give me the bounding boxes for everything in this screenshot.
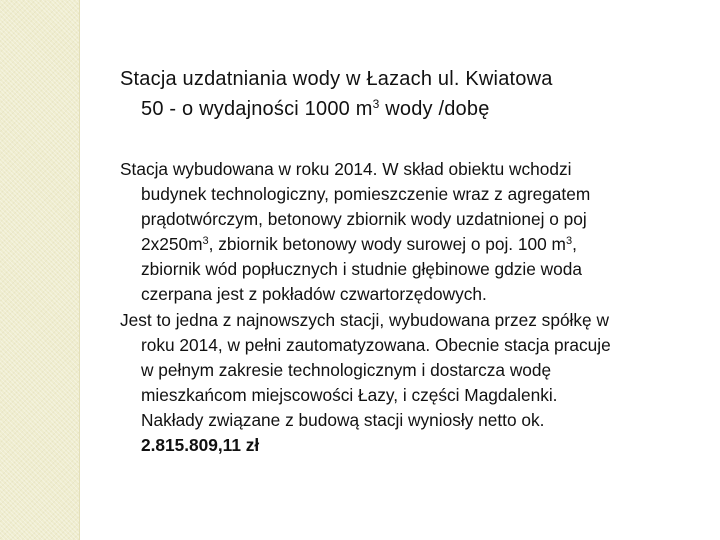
slide-title xyxy=(120,64,690,124)
investment-amount: 2.815.809,11 zł xyxy=(141,435,260,456)
title-line-1: Stacja uzdatniania wody w Łazach ul. Kwiatowa xyxy=(120,68,553,90)
superscript-2: 3 xyxy=(565,235,573,248)
paragraph-1-line-4-c: , xyxy=(572,234,577,255)
paragraph-station-info xyxy=(120,308,700,459)
slide-body xyxy=(120,157,700,458)
paragraph-1-line-6: czerpana jest z pokładów czwartorzędowych. xyxy=(141,284,487,305)
paragraph-1-line-5: zbiornik wód popłucznych i studnie głębinowe gdzie woda xyxy=(141,259,582,280)
title-line-2-suffix: wody /dobę xyxy=(379,98,490,120)
decorative-side-band xyxy=(0,0,79,540)
paragraph-2-line-4: mieszkańcom miejscowości Łazy, i części Magdalenki. xyxy=(141,384,558,405)
paragraph-1-line-1: Stacja wybudowana w roku 2014. W skład obiektu wchodzi xyxy=(120,159,572,179)
paragraph-2-line-5: Nakłady związane z budową stacji wyniosły netto ok. xyxy=(141,409,545,430)
superscript-1: 3 xyxy=(202,235,209,248)
title-line-2 xyxy=(120,94,690,124)
title-superscript: 3 xyxy=(372,97,380,111)
side-divider xyxy=(79,0,80,540)
paragraph-1-line-4 xyxy=(120,232,700,257)
title-line-2-prefix: 50 - o wydajności 1000 m xyxy=(141,98,373,120)
paragraph-2-line-3: w pełnym zakresie technologicznym i dostarcza wodę xyxy=(141,359,552,380)
paragraph-1-line-4-b: , zbiornik betonowy wody surowej o poj. 100 m xyxy=(208,234,566,255)
paragraph-2-line-2: roku 2014, w pełni zautomatyzowana. Obecnie stacja pracuje xyxy=(141,334,611,355)
paragraph-1-line-2: budynek technologiczny, pomieszczenie wraz z agregatem xyxy=(141,184,591,205)
paragraph-1-line-4-a: 2x250m xyxy=(141,234,203,255)
paragraph-1-line-3: prądotwórczym, betonowy zbiornik wody uzdatnionej o poj xyxy=(141,209,587,230)
paragraph-station-description xyxy=(120,157,700,308)
paragraph-2-line-1: Jest to jedna z najnowszych stacji, wybudowana przez spółkę w xyxy=(120,309,609,330)
